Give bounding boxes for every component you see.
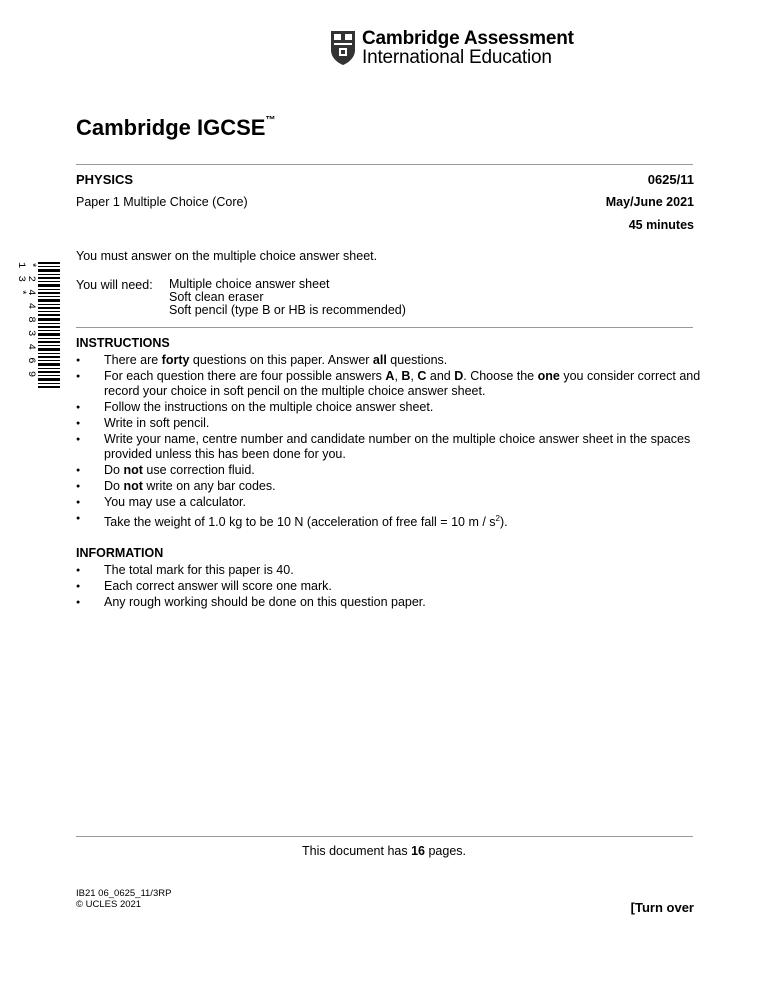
header-rule-top: [76, 164, 693, 165]
list-item: ● Write your name, centre number and candidate number on the multiple choice answer sheet in the spaces provided unless this has been done for you.: [76, 432, 706, 462]
barcode: [15, 262, 62, 390]
information-section: [76, 546, 696, 611]
list-item: ● Any rough working should be done on this question paper.: [76, 595, 696, 610]
instructions-heading: INSTRUCTIONS: [76, 336, 170, 350]
duration: 45 minutes: [628, 218, 694, 232]
copyright: © UCLES 2021: [76, 899, 142, 910]
turn-over: [Turn over: [630, 900, 694, 915]
need-item: Multiple choice answer sheet: [169, 277, 330, 291]
list-item: ● The total mark for this paper is 40.: [76, 563, 696, 578]
need-item: Soft clean eraser: [169, 290, 264, 304]
instructions-list: [76, 353, 706, 530]
list-item: ● Each correct answer will score one mark.: [76, 579, 696, 594]
list-item: ● Do not write on any bar codes.: [76, 479, 706, 494]
need-list: [169, 278, 406, 317]
need-label: You will need:: [76, 278, 153, 292]
page-count: This document has 16 pages.: [301, 844, 466, 858]
information-heading: INFORMATION: [76, 546, 164, 560]
logo-line-2: International Education: [362, 47, 552, 68]
logo-line-1: Cambridge Assessment: [362, 28, 574, 49]
paper-title: Paper 1 Multiple Choice (Core): [76, 195, 248, 209]
brand-name: Cambridge IGCSE: [76, 115, 266, 140]
list-item: ● For each question there are four possible answers A, B, C and D. Choose the one you consider correct and record your choice in soft pencil on the multiple choice answer sheet.: [76, 369, 706, 399]
list-item: ● You may use a calculator.: [76, 495, 706, 510]
list-item: ● Do not use correction fluid.: [76, 463, 706, 478]
reference-code: IB21 06_0625_11/3RP: [76, 888, 172, 899]
cambridge-logo: [330, 28, 590, 70]
header-rule-bottom: [76, 327, 693, 328]
trademark: ™: [265, 114, 276, 126]
list-item: ● Take the weight of 1.0 kg to be 10 N (acceleration of free fall = 10 m / $s^2$).: [76, 511, 706, 530]
barcode-bars: [38, 262, 60, 390]
need-item: Soft pencil (type B or HB is recommended): [169, 303, 406, 317]
session: May/June 2021: [605, 195, 694, 209]
university-crest-icon: [330, 30, 356, 66]
instructions-section: [76, 336, 706, 531]
information-list: [76, 563, 696, 610]
barcode-number: * 2 4 4 8 3 4 6 9 1 3 *: [15, 262, 37, 378]
footer-rule: [76, 836, 693, 837]
list-item: ● There are forty questions on this paper. Answer all questions.: [76, 353, 706, 368]
subject: PHYSICS: [76, 172, 134, 187]
document-reference: [76, 888, 171, 910]
list-item: ● Follow the instructions on the multiple choice answer sheet.: [76, 400, 706, 415]
qualification-title: [76, 115, 275, 141]
paper-code: 0625/11: [647, 172, 694, 187]
list-item: ● Write in soft pencil.: [76, 416, 706, 431]
answer-instruction: You must answer on the multiple choice answer sheet.: [76, 249, 378, 263]
